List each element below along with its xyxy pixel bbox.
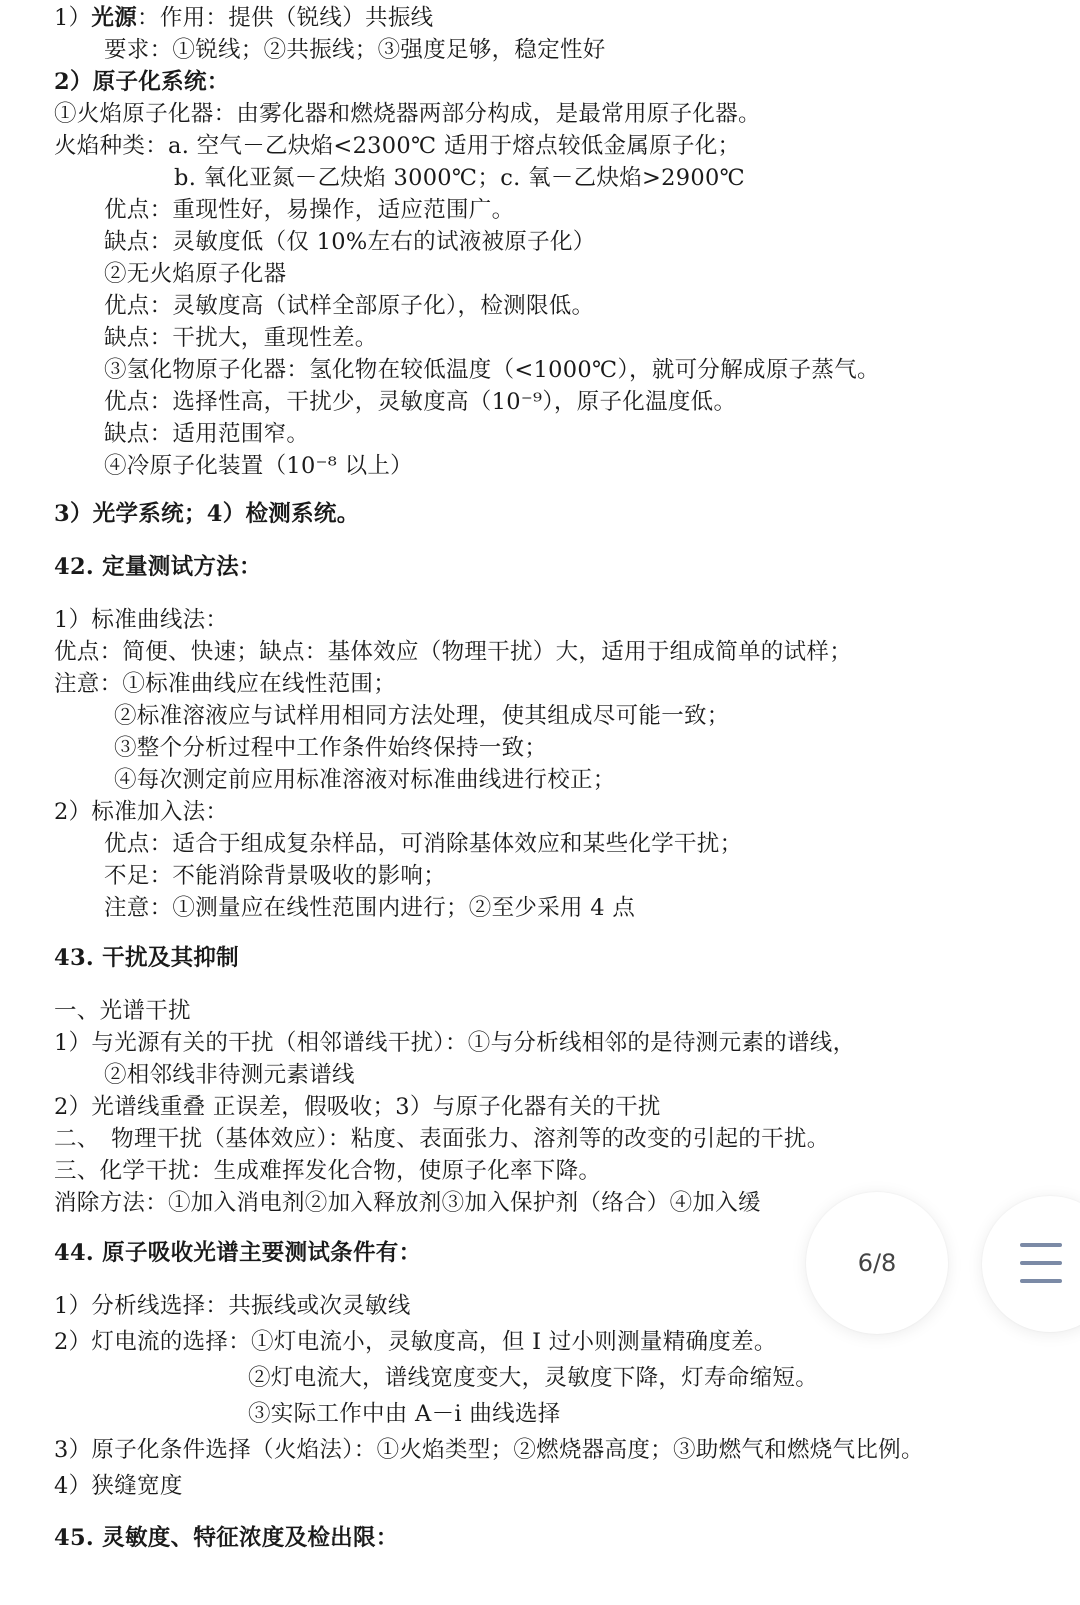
text-line: ④冷原子化装置（10⁻⁸ 以上） <box>104 453 413 479</box>
text-line: 4）狭缝宽度 <box>54 1473 183 1499</box>
section-heading: 44. 原子吸收光谱主要测试条件有： <box>54 1240 422 1266</box>
text-line: ②灯电流大，谱线宽度变大，灵敏度下降，灯寿命缩短。 <box>248 1365 819 1391</box>
text-line: 3）原子化条件选择（火焰法）：①火焰类型；②燃烧器高度；③助燃气和燃烧气比例。 <box>54 1437 924 1463</box>
section-heading: 42. 定量测试方法： <box>54 554 262 580</box>
page-indicator-label: 6/8 <box>857 1249 897 1277</box>
text-line: 三、化学干扰：生成难挥发化合物，使原子化率下降。 <box>54 1158 602 1184</box>
text-line: 缺点：干扰大，重现性差。 <box>104 325 378 351</box>
text-line: 火焰种类：a. 空气－乙炔焰<2300℃ 适用于熔点较低金属原子化； <box>54 133 741 159</box>
text-line: 优点：选择性高，干扰少，灵敏度高（10⁻⁹），原子化温度低。 <box>104 389 737 415</box>
text-line: 2）光谱线重叠 正误差，假吸收；3）与原子化器有关的干扰 <box>54 1094 661 1120</box>
text-line: ①火焰原子化器：由雾化器和燃烧器两部分构成，是最常用原子化器。 <box>54 101 761 127</box>
text-line: 优点：重现性好，易操作，适应范围广。 <box>104 197 515 223</box>
text-line: 2）标准加入法： <box>54 799 229 825</box>
text-line: ③实际工作中由 A－i 曲线选择 <box>248 1401 561 1427</box>
text-run: ：作用：提供（锐线）共振线 <box>137 5 434 31</box>
text-run-bold: 光源 <box>91 5 138 31</box>
section-heading: 43. 干扰及其抑制 <box>54 945 239 971</box>
text-line: 二、 物理干扰（基体效应）：粘度、表面张力、溶剂等的改变的引起的干扰。 <box>54 1126 830 1152</box>
text-run: 1） <box>54 5 92 31</box>
text-line: 1）与光源有关的干扰（相邻谱线干扰）：①与分析线相邻的是待测元素的谱线， <box>54 1030 856 1056</box>
text-line: ②相邻线非待测元素谱线 <box>104 1062 355 1088</box>
section-heading: 3）光学系统；4）检测系统。 <box>54 501 360 527</box>
text-line: 缺点：灵敏度低（仅 10%左右的试液被原子化） <box>104 229 596 255</box>
hamburger-menu-icon <box>1020 1243 1062 1283</box>
text-line: 注意：①测量应在线性范围内进行；②至少采用 4 点 <box>104 895 636 921</box>
section-heading: 45. 灵敏度、特征浓度及检出限： <box>54 1525 399 1551</box>
text-line: ②标准溶液应与试样用相同方法处理，使其组成尽可能一致； <box>114 703 730 729</box>
text-line: 不足：不能消除背景吸收的影响； <box>104 863 447 889</box>
text-line: 1）分析线选择：共振线或次灵敏线 <box>54 1293 411 1319</box>
text-line: 优点：适合于组成复杂样品，可消除基体效应和某些化学干扰； <box>104 831 743 857</box>
text-line: ③氢化物原子化器：氢化物在较低温度（<1000℃），就可分解成原子蒸气。 <box>104 357 880 383</box>
text-line: 一、光谱干扰 <box>54 998 191 1024</box>
text-line: 注意：①标准曲线应在线性范围； <box>54 671 397 697</box>
text-line: ④每次测定前应用标准溶液对标准曲线进行校正； <box>114 767 616 793</box>
text-line <box>54 2 433 34</box>
text-line: 优点：简便、快速；缺点：基体效应（物理干扰）大，适用于组成简单的试样； <box>54 639 853 665</box>
section-heading: 2）原子化系统： <box>54 69 230 95</box>
page-indicator[interactable] <box>806 1192 948 1334</box>
text-line: 消除方法：①加入消电剂②加入释放剂③加入保护剂（络合）④加入缓 <box>54 1190 761 1216</box>
text-line: 1）标准曲线法： <box>54 607 229 633</box>
text-line: 优点：灵敏度高（试样全部原子化），检测限低。 <box>104 293 595 319</box>
text-line: 缺点：适用范围窄。 <box>104 421 310 447</box>
text-line: b. 氧化亚氮－乙炔焰 3000℃；c. 氧－乙炔焰>2900℃ <box>174 165 746 191</box>
text-line: ②无火焰原子化器 <box>104 261 287 287</box>
text-line: ③整个分析过程中工作条件始终保持一致； <box>114 735 548 761</box>
text-line: 2）灯电流的选择：①灯电流小，灵敏度高，但 I 过小则测量精确度差。 <box>54 1329 777 1355</box>
text-line: 要求：①锐线；②共振线；③强度足够，稳定性好 <box>104 37 606 63</box>
